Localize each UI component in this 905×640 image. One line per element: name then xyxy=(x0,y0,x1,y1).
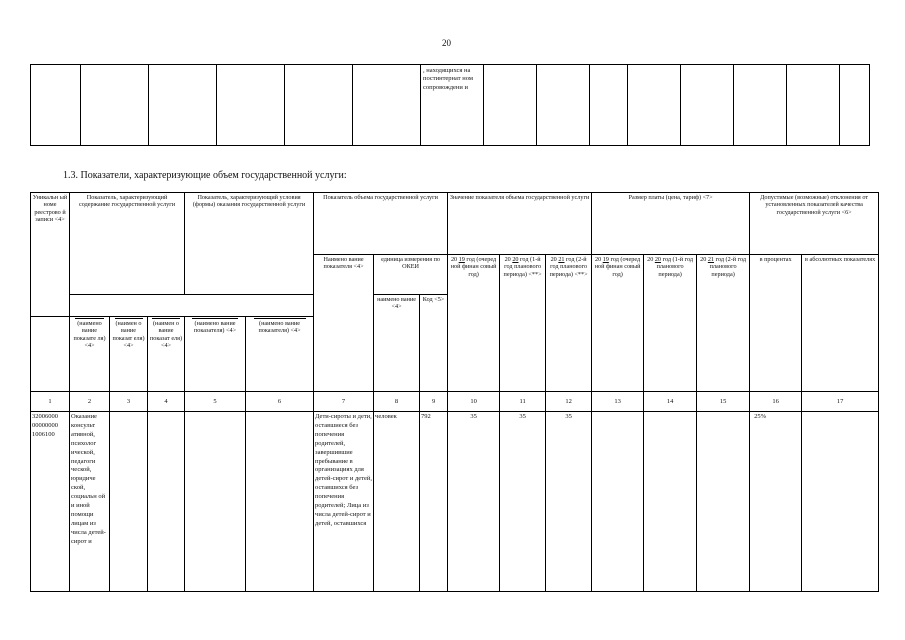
year-value: 19 xyxy=(602,256,609,263)
header-deviations: Допустимые (возможные) отклонения от установленных показателей качества государственной услуги <6> xyxy=(750,193,879,255)
top-cell xyxy=(353,65,421,146)
column-number: 6 xyxy=(246,392,314,412)
unit-name: человек xyxy=(374,412,420,592)
top-table-row xyxy=(31,65,870,146)
top-cell xyxy=(484,65,537,146)
header-condition-indicator: Показатель, характеризующий условия (формы) оказания государственной услуги xyxy=(185,193,314,295)
header-unit-name: наимено вание <4> xyxy=(374,295,420,392)
volume-indicators-table xyxy=(30,192,879,592)
empty-cell xyxy=(110,412,148,592)
column-number: 3 xyxy=(110,392,148,412)
empty-cell xyxy=(802,412,879,592)
empty-cell xyxy=(185,412,246,592)
year-value: 21 xyxy=(558,256,565,263)
column-number: 9 xyxy=(420,392,448,412)
table-row xyxy=(31,412,879,592)
column-number: 4 xyxy=(148,392,185,412)
year-value: 20 xyxy=(654,256,662,263)
top-cell xyxy=(787,65,840,146)
year-value: 21 xyxy=(707,256,715,263)
empty-cell xyxy=(697,412,750,592)
deviation-percent: 25% xyxy=(750,412,802,592)
column-numbers-row xyxy=(31,392,879,412)
top-cell xyxy=(31,65,81,146)
year-suffix: год (2-й год планового периода) <**> xyxy=(549,256,588,278)
indicator-name: Дети-сироты и дети, оставшиеся без попечения родителей, завершившие пребывание в организациях для детей-сирот и детей, оставшихся без попечения родителей; Лица из числа детей-сирот и детей, оставшихся xyxy=(314,412,374,592)
header-volume-indicator: Показатель объема государственной услуги xyxy=(314,193,448,255)
header-blank xyxy=(70,295,314,317)
sub-name-b-text: (наимен о вание показат еля) <4> xyxy=(112,320,145,350)
top-cell xyxy=(628,65,681,146)
registry-number: 32006000 00000000 1006100 xyxy=(31,412,70,592)
top-cell xyxy=(81,65,149,146)
column-number: 8 xyxy=(374,392,420,412)
year-value: 20 xyxy=(512,256,519,263)
year-suffix: год (очеред ной финан совый год) xyxy=(450,256,497,278)
column-number: 2 xyxy=(70,392,110,412)
top-cell xyxy=(840,65,870,146)
year-prefix: 20 xyxy=(594,256,603,263)
column-number: 14 xyxy=(644,392,697,412)
top-cell xyxy=(681,65,734,146)
year-suffix: год (1-й год планового периода) xyxy=(656,256,694,278)
header-in-absolute: в абсолютных показателях xyxy=(802,255,879,392)
year-prefix: 20 xyxy=(700,256,708,263)
header-name: Наимено вание показателя <4> xyxy=(314,255,374,392)
top-cell xyxy=(537,65,590,146)
header-fee: Размер платы (цена, тариф) <7> xyxy=(592,193,750,255)
column-number: 7 xyxy=(314,392,374,412)
header-unique-number: Уникальн ый номе реестрово й записи <4> xyxy=(31,193,70,317)
header-unit-okei: единица измерения по ОКЕИ xyxy=(374,255,448,295)
top-note-cell: , находящихся на постинтернат ном сопровождени и xyxy=(421,65,484,146)
year-suffix: год (очеред ной финан совый год) xyxy=(594,256,641,278)
column-number: 11 xyxy=(500,392,546,412)
year-prefix: 20 xyxy=(504,256,513,263)
top-cell xyxy=(590,65,628,146)
header-fee-2021 xyxy=(697,255,750,392)
sub-name-c-text: (наимен о вание показат еля) <4> xyxy=(149,320,183,350)
unit-code: 792 xyxy=(420,412,448,592)
column-number: 5 xyxy=(185,392,246,412)
header-row-1 xyxy=(31,193,879,255)
sub-name-b xyxy=(110,317,148,392)
top-cell xyxy=(285,65,353,146)
top-table xyxy=(30,64,870,146)
value-2019: 35 xyxy=(448,412,500,592)
header-2019 xyxy=(448,255,500,392)
header-volume-value: Значение показателя объема государственной услуги xyxy=(448,193,592,255)
sub-name-d-text: (наимено вание показателя) <4> xyxy=(193,320,237,335)
empty-cell xyxy=(592,412,644,592)
sub-name-e-text: (наимено вание показателя) <4> xyxy=(258,320,301,335)
column-number: 16 xyxy=(750,392,802,412)
header-unique-number-cont xyxy=(31,317,70,392)
page-number: 20 xyxy=(442,38,451,48)
top-cell xyxy=(217,65,285,146)
header-2021 xyxy=(546,255,592,392)
header-in-percent: в процентах xyxy=(750,255,802,392)
column-number: 12 xyxy=(546,392,592,412)
header-unit-code: Код <5> xyxy=(420,295,448,392)
section-title: 1.3. Показатели, характеризующие объем государственной услуги: xyxy=(63,170,347,181)
service-content: Оказание консульт ативной, психолог ической, педагоги ческой, юридиче ской, социальн ой и иной помощи лицам из числа детей-сирот и xyxy=(70,412,110,592)
sub-name-c xyxy=(148,317,185,392)
column-number: 17 xyxy=(802,392,879,412)
value-2021: 35 xyxy=(546,412,592,592)
column-number: 13 xyxy=(592,392,644,412)
year-prefix: 20 xyxy=(647,256,655,263)
header-content-indicator: Показатель, характеризующий содержание государственной услуги xyxy=(70,193,185,295)
column-number: 1 xyxy=(31,392,70,412)
sub-name-a-text: (наимено вание показате ля) <4> xyxy=(73,320,106,350)
sub-name-e xyxy=(246,317,314,392)
top-cell xyxy=(734,65,787,146)
column-number: 10 xyxy=(448,392,500,412)
sub-name-a xyxy=(70,317,110,392)
sub-name-d xyxy=(185,317,246,392)
empty-cell xyxy=(246,412,314,592)
top-cell xyxy=(149,65,217,146)
column-number: 15 xyxy=(697,392,750,412)
header-2020 xyxy=(500,255,546,392)
empty-cell xyxy=(644,412,697,592)
year-suffix: год (1-й год планового периода) <**> xyxy=(503,256,542,278)
value-2020: 35 xyxy=(500,412,546,592)
header-fee-2020 xyxy=(644,255,697,392)
empty-cell xyxy=(148,412,185,592)
year-value: 19 xyxy=(458,256,465,263)
header-fee-2019 xyxy=(592,255,644,392)
year-prefix: 20 xyxy=(450,256,459,263)
year-suffix: год (2-й год планового периода) xyxy=(709,256,747,278)
year-prefix: 20 xyxy=(550,256,559,263)
